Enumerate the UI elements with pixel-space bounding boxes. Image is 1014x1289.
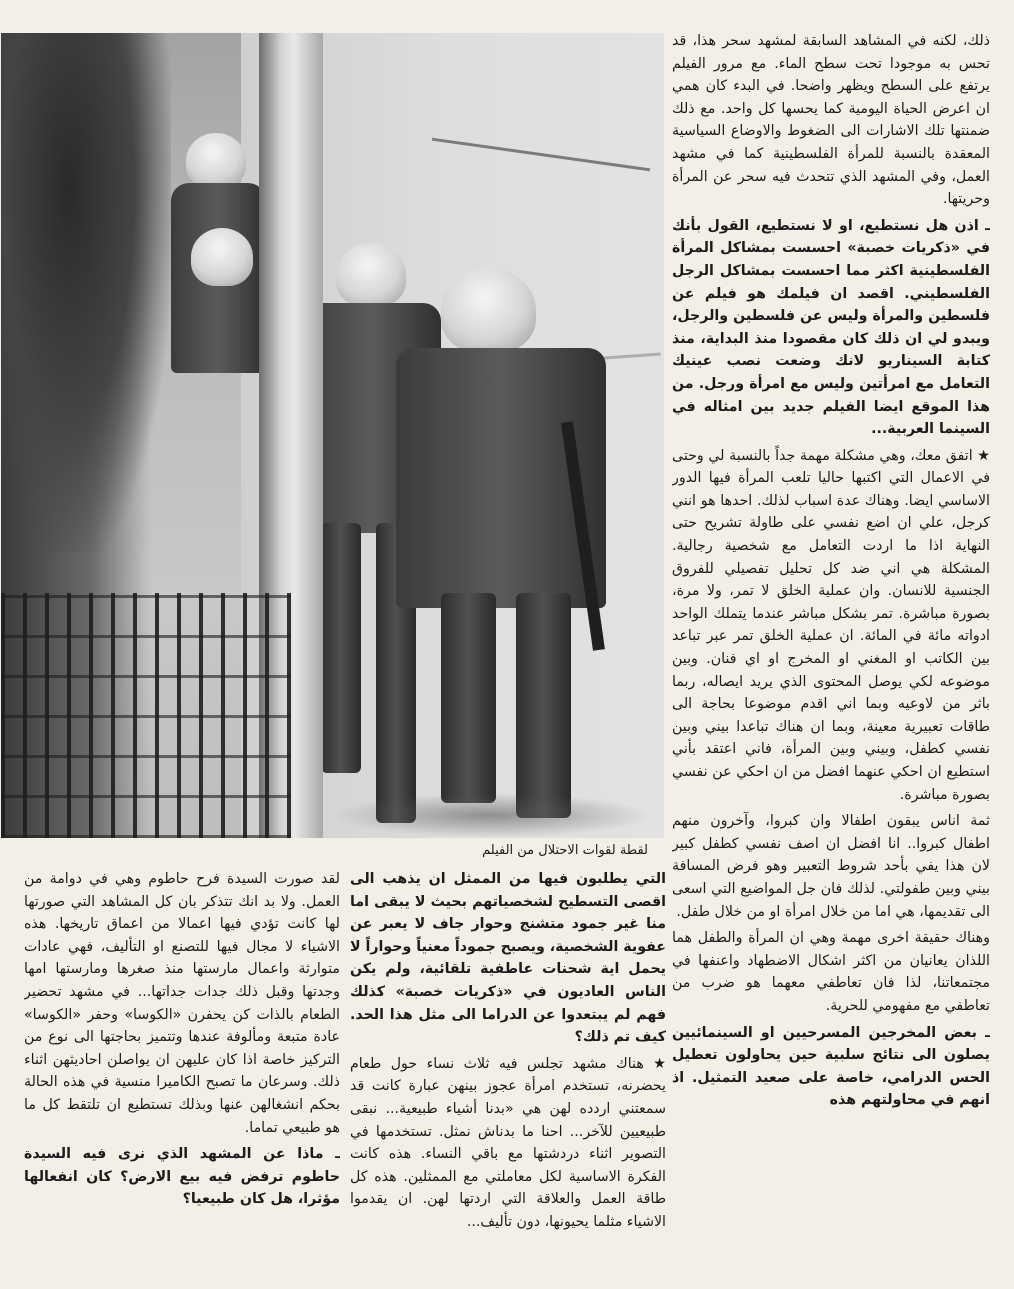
interview-question: ـ اذن هل نستطيع، او لا نستطيع، القول بأنك في «ذكريات خصبة» احسست بمشاكل المرأة الفلسطينية اكثر مما احسست بمشاكل الرجل الفلسطيني. اقصد ان فيلمك هو فيلم عن فلسطين والمرأة وليس عن فلسطين والرجل، ويبدو لي ان ذلك كان مقصودا منذ البداية، منذ كتابة السيناريو لانك وضعت نصب عينيك التعامل مع امرأتين وليس مع امرأة ورجل. من هذا الموقع ايضا الفيلم جديد بين امثاله في السينما العربية... (672, 217, 990, 438)
text-column-left (24, 868, 340, 1280)
interview-question: ـ ماذا عن المشهد الذي نرى فيه السيدة حاطوم ترفض فيه بيع الارض؟ كان انفعالها مؤثرا، هل كان طبيعيا؟ (24, 1146, 340, 1208)
ground-shadow (331, 793, 651, 838)
soldier-helmet (336, 243, 406, 307)
interview-question: ـ بعض المخرجين المسرحيين او السينمائيين يصلون الى نتائج سلبية حين يحاولون تعطيل الحس الدرامي، خاصة على صعيد التمثيل. اذ انهم في محاولتهم هذه (672, 1024, 990, 1109)
soldier-helmet (186, 133, 246, 188)
photo-caption: لقطة لقوات الاحتلال من الفيلم (482, 843, 648, 858)
soldier-leg (441, 593, 496, 803)
soldier-leg (516, 593, 571, 818)
soldier-helmet (191, 228, 253, 286)
text-column-right (672, 30, 990, 1280)
soldier-helmet (441, 268, 536, 353)
paragraph: ★ اتفق معك، وهي مشكلة مهمة جداً بالنسبة لي وحتى في الاعمال التي اكتبها حاليا تلعب المرأة فيها الدور الاساسي ايضا. وهناك عدة اسباب لذلك. احدها هو انني كرجل، علي ان اضع نفسي على طاولة تشريح حتى النهاية اذا ما اردت التعامل مع شخصية رجالية. المشكلة هي اني ضد كل تحليل تفصيلي للفروق الجنسية للانسان. وان عملية الخلق لا تمر، ولا مرة، بصورة مباشرة. تمر بشكل مباشر عندما يتملك الواحد ادواته مائة في المائة. ان عملية الخلق تمر عبر تباعد بين الكاتب او المغني او المخرج او اي فنان. وبين موضوعه لكي يوصل المحتوى الذي يريد ايصاله، ربما باثر من لاوعيه وبما اني اقدم موضوعا بحاجة الى طاقات تعبيرية معينة، وبما ان هناك تباعدا بيني وبين نفسي كطفل، وبيني وبين المرأة، فاني اعتقد بأني استطيع ان احكي عنهما افضل من ان احكي عن نفسي بصورة مباشرة. (672, 447, 990, 803)
interview-question: التي يطلبون فيها من الممثل ان يذهب الى اقصى التسطيح لشخصياتهم بحيث لا يبقى اما منا غير جمود متشنج وحوار جاف لا يعبر عن عفوية الشخصية، ويصبح جموداً معنياً وحواراً لا يحمل اية شحنات عاطفية تلقائية، ولم يكن الناس العاديون في «ذكريات خصبة» كذلك فهم لم يبتعدوا عن الدراما الى مثل هذا الحد. كيف تم ذلك؟ (350, 871, 666, 1046)
paragraph: لقد صورت السيدة فرح حاطوم وهي في دوامة من العمل. ولا بد انك تتذكر بان كل المشاهد التي صورتها لها كانت تؤدي فيها اعمالا من اعماق تاريخها. هذه الاشياء لا مجال فيها للتصنع او التأليف، فهي عادات متوارثة واعمال مارستها منذ صغرها ومارستها امها وجدتها وقبل ذلك جدات جداتها... في مشهد تحضير الطعام بالذات كن يحفرن «الكوسا» وحفر «الكوسا» عادة متبعة ومألوفة عندها وتتميز بحاجتها الى نوع من التركيز خاصة اذا كان عليهن ان يواصلن احاديثهن اثناء ذلك. وسرعان ما تصبح الكاميرا منسية في هذه الحالة بحكم انشغالهن عنها وبذلك تستطيع ان تلتقط كل ما هو طبيعي تماما. (24, 871, 340, 1136)
tree-foliage (1, 33, 171, 553)
paragraph: ★ هناك مشهد تجلس فيه ثلاث نساء حول طعام يحضرنه، تستخدم امرأة عجوز بينهن عبارة كانت قد سمعتني اردده لهن هي «بدنا أشياء طبيعية... نبقى طبيعيين للآخر... احنا ما بدناش نمثل. تستخدمها في التصوير اثناء دردشتها مع باقي النساء. هذه كانت الفكرة الاساسية لكل معاملتي مع الممثلين. هذه كل طاقة العمل والعلاقة التي اردتها لهن. ان يقدموا الاشياء مثلما يحيونها، دون تأليف... (350, 1055, 666, 1230)
paragraph: ذلك، لكنه في المشاهد السابقة لمشهد سحر هذا، قد تحس به موجودا تحت سطح الماء. مع مرور الفيلم يرتفع على السطح ويظهر واضحا. في البدء كان همي ان اعرض الحياة اليومية كما يحسها كل واحد. مع ذلك ضمنتها تلك الاشارات الى الضغوط والاوضاع السياسية المعقدة بالنسبة للمرأة الفلسطينية كما في مشهد العمل، وفي المشهد الذي تتحدث فيه سحر عن المرأة وحريتها. (672, 33, 990, 208)
iron-fence (1, 593, 291, 838)
soldier-leg (321, 523, 361, 773)
paragraph: وهناك حقيقة اخرى مهمة وهي ان المرأة والطفل هما اللذان يعانيان من اكثر اشكال الاضطهاد واعنفها في مجتمعاتنا، لذا فان تعاطفي معهما هو ضرب من تعاطفي مع مفهومي للحرية. (672, 930, 990, 1014)
soldiers-photograph (1, 33, 664, 838)
paragraph: ثمة اناس يبقون اطفالا وان كبروا، وآخرون منهم اطفال كبروا.. انا افضل ان اصف نفسي كطفل كبير لان هذا يفي بأحد شروط التعبير وهو فرض المسافة بيني وبين طفولتي. لذلك فان جل المواضيع التي اسعى الى تقديمها، هي اما من خلال امرأة او من خلال طفل. (672, 813, 990, 920)
text-column-middle (350, 868, 666, 1280)
